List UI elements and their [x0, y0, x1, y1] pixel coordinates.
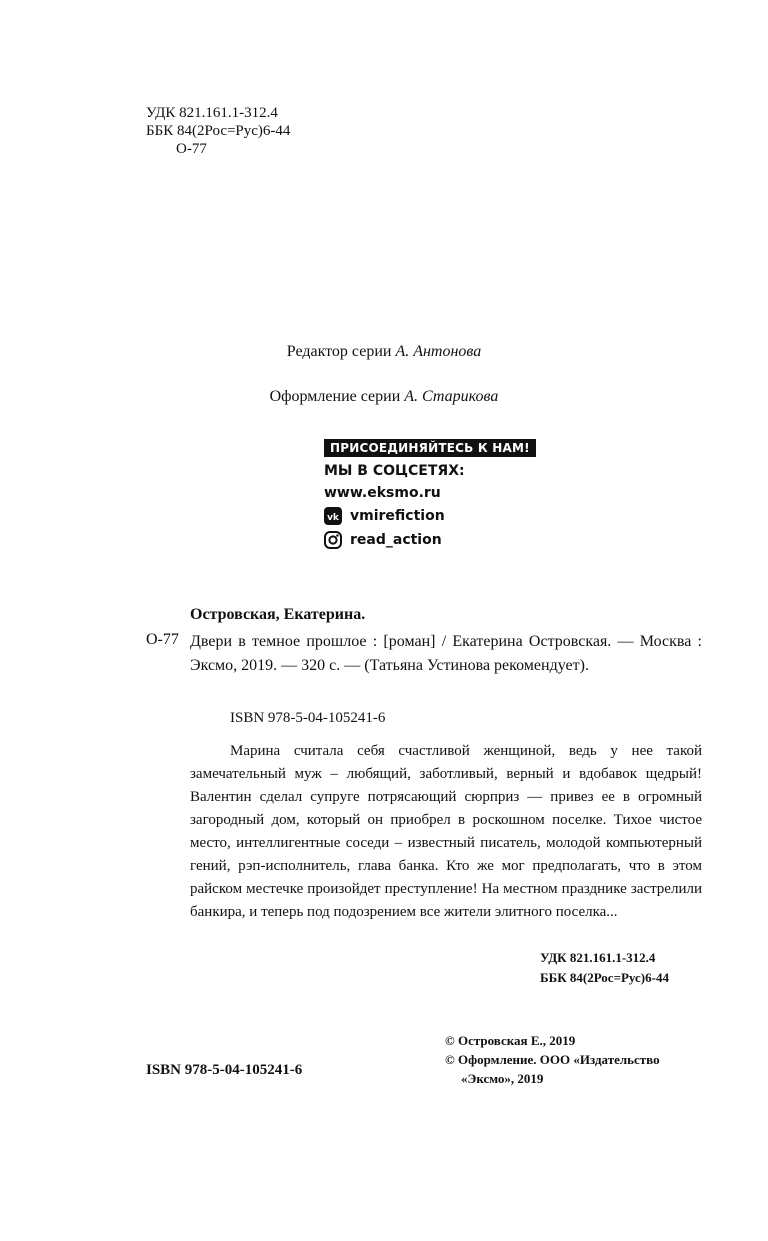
author-code: О-77	[176, 141, 207, 157]
catalog-author: Островская, Екатерина.	[190, 606, 366, 623]
catalog-code: О-77	[146, 631, 179, 648]
catalog-classification	[540, 948, 669, 988]
svg-text:vk: vk	[327, 513, 339, 523]
instagram-link[interactable]	[324, 531, 536, 549]
copyright-publisher: © Оформление. ООО «Издательство	[445, 1052, 660, 1067]
series-editor-name: А. Антонова	[395, 343, 482, 360]
join-banner: ПРИСОЕДИНЯЙТЕСЬ К НАМ!	[324, 439, 536, 457]
annotation-text: Марина считала себя счастливой женщиной, ведь у нее такой замечательный муж – любящий, заботливый, верный и вдобавок щедрый! Валентин сделал супруге потрясающий сюрприз — привез ее в огромный загородный дом, который он приобрел в роскошном поселке. Тихое чистое место, интеллигентные соседи – известный писатель, молодой компьютерный гений, рэп-исполнитель, глава банка. Кто же мог предполагать, что в этом райском местечке произойдет преступление! На местном празднике застрелили банкира, и теперь под подозрением все жители элитного поселка...	[190, 743, 702, 920]
bibliographic-record: Двери в темное прошлое : [роман] / Екатерина Островская. — Москва : Эксмо, 2019. — 320 с. — (Татьяна Устинова рекомендует).	[190, 633, 702, 674]
series-design-label: Оформление серии	[269, 388, 401, 405]
instagram-icon	[324, 531, 342, 549]
udk-code: УДК 821.161.1-312.4	[146, 105, 278, 121]
annotation	[190, 740, 702, 924]
vk-link[interactable]	[324, 507, 536, 525]
catalog-bbk: ББК 84(2Рос=Рус)6-44	[540, 970, 669, 985]
series-editor-label: Редактор серии	[286, 343, 392, 360]
site-link[interactable]: www.eksmo.ru	[324, 485, 441, 501]
social-heading: МЫ В СОЦСЕТЯХ:	[324, 463, 465, 479]
footer-isbn: ISBN 978-5-04-105241-6	[146, 1062, 303, 1078]
classification-block	[146, 104, 290, 158]
copyright-author: © Островская Е., 2019	[445, 1033, 576, 1048]
catalog-udk: УДК 821.161.1-312.4	[540, 950, 656, 965]
instagram-handle: read_action	[350, 532, 442, 548]
vk-icon	[324, 507, 342, 525]
copyright-block	[445, 1031, 660, 1088]
copyright-publisher-cont: «Эксмо», 2019	[461, 1071, 544, 1086]
social-block	[324, 437, 536, 549]
series-design-name: А. Старикова	[404, 388, 499, 405]
vk-handle: vmirefiction	[350, 508, 445, 524]
series-editor-line	[0, 343, 768, 361]
bbk-code: ББК 84(2Рос=Рус)6-44	[146, 123, 291, 139]
catalog-isbn: ISBN 978-5-04-105241-6	[230, 710, 386, 726]
series-design-line	[0, 388, 768, 406]
